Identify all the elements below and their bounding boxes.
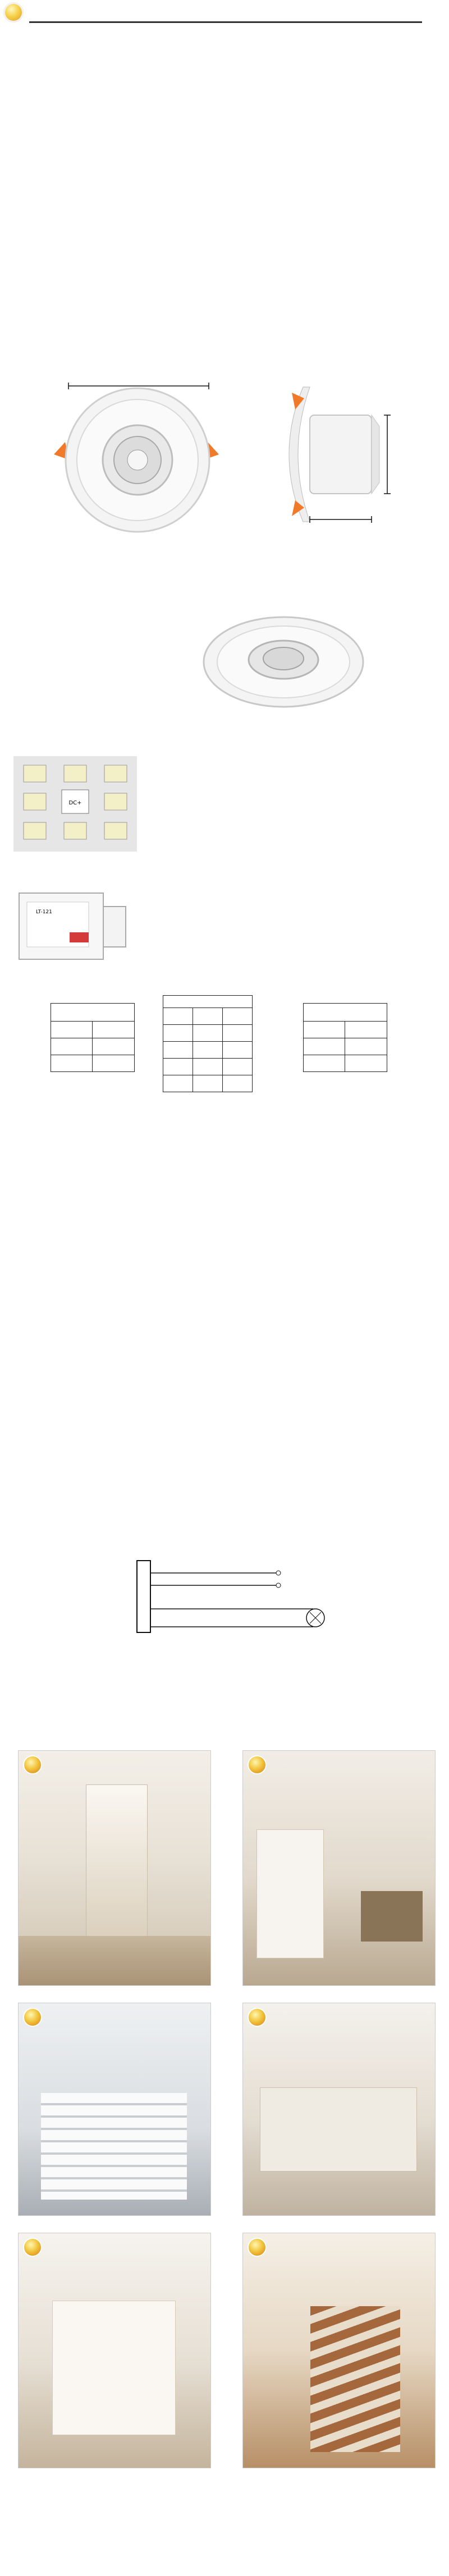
title-underline bbox=[29, 21, 422, 23]
product-side-view bbox=[269, 376, 438, 544]
scene-photo-corridor bbox=[18, 1750, 211, 1986]
time-table-header bbox=[163, 996, 253, 1008]
distance-table-header bbox=[51, 1004, 135, 1022]
scene-photo-staircase bbox=[242, 2233, 436, 2468]
scene-photo-kitchen bbox=[242, 2003, 436, 2216]
svg-text:LT-121: LT-121 bbox=[36, 909, 52, 915]
product-front-view bbox=[45, 376, 230, 533]
brand-logo bbox=[3, 2, 24, 22]
wiring-diagram bbox=[135, 1548, 348, 1644]
daynight-table-header bbox=[304, 1004, 387, 1022]
scene-photo-living bbox=[242, 1750, 436, 1986]
product-angled-view bbox=[191, 606, 376, 718]
sensing-range-chart bbox=[129, 1369, 320, 1503]
smd-board-image bbox=[13, 756, 137, 852]
microwave-module-image bbox=[13, 885, 131, 969]
distance-table bbox=[51, 1003, 135, 1072]
scene-photo-stairs bbox=[18, 2003, 211, 2216]
scene-photo-hall bbox=[18, 2233, 211, 2468]
scene-logo-2 bbox=[248, 1755, 267, 1774]
scene-logo-6 bbox=[248, 2238, 267, 2257]
scene-logo-5 bbox=[23, 2238, 42, 2257]
time-table bbox=[163, 995, 253, 1092]
scene-logo bbox=[23, 1755, 42, 1774]
svg-text:DC+: DC+ bbox=[68, 800, 82, 806]
scene-logo-3 bbox=[23, 2008, 42, 2027]
scene-logo-4 bbox=[248, 2008, 267, 2027]
daynight-table bbox=[303, 1003, 387, 1072]
